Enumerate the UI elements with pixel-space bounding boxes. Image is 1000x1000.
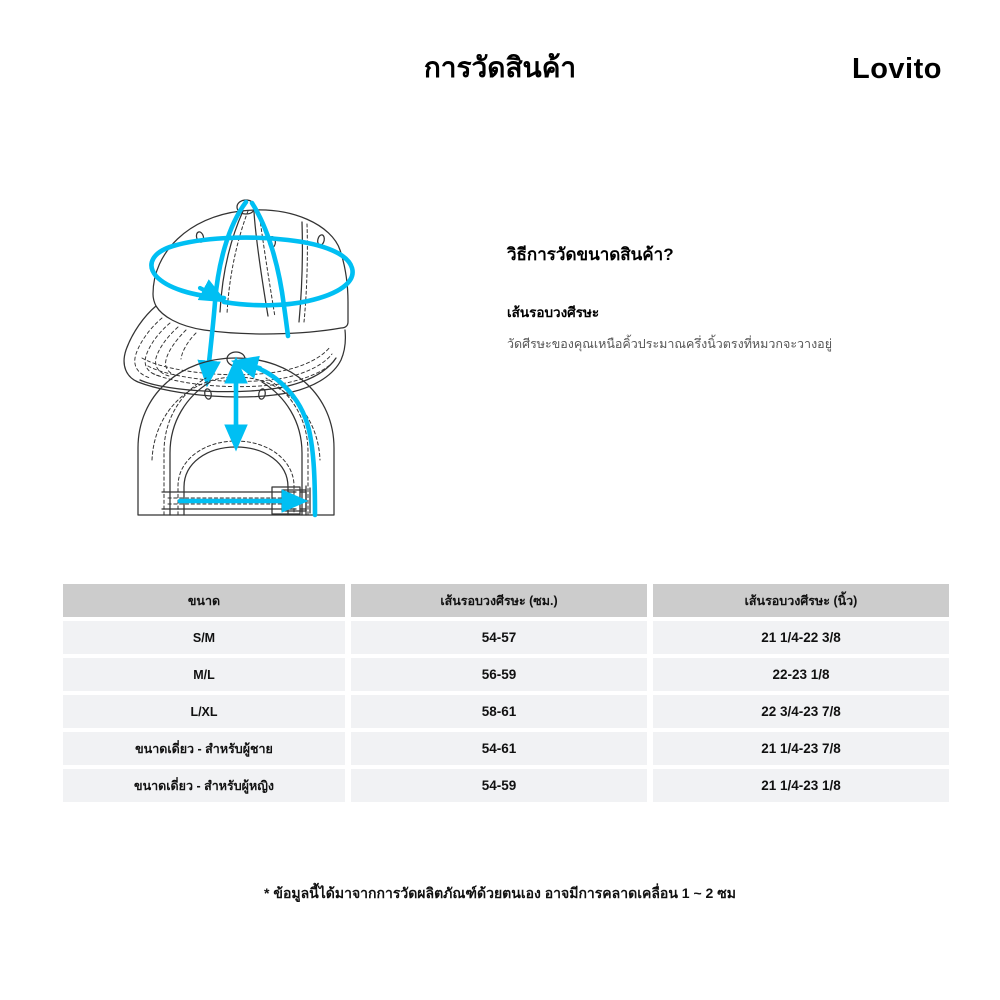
measurement-disclaimer: * ข้อมูลนี้ได้มาจากการวัดผลิตภัณฑ์ด้วยตนเอง อาจมีการคลาดเคลื่อน 1 ~ 2 ซม bbox=[264, 885, 736, 901]
instructions-subtitle: เส้นรอบวงศีรษะ bbox=[507, 305, 600, 321]
cap-diagram-svg bbox=[96, 130, 416, 540]
table-row bbox=[63, 732, 949, 765]
measurement-illustrations bbox=[96, 130, 416, 540]
table-row bbox=[63, 695, 949, 728]
column-header-size: ขนาด bbox=[63, 584, 345, 617]
table-header-row bbox=[63, 584, 949, 617]
cell-inch: 22 3/4-23 7/8 bbox=[653, 695, 949, 728]
table-row bbox=[63, 621, 949, 654]
cell-inch: 21 1/4-23 1/8 bbox=[653, 769, 949, 802]
instructions-body: วัดศีรษะของคุณเหนือคิ้วประมาณครึ่งนิ้วตรงที่หมวกจะวางอยู่ bbox=[507, 336, 833, 351]
page-header bbox=[0, 0, 1000, 120]
cell-size: M/L bbox=[63, 658, 345, 691]
brand-logo: Lovito bbox=[852, 53, 942, 85]
cell-size: L/XL bbox=[63, 695, 345, 728]
size-chart-table bbox=[57, 580, 955, 806]
measurement-instructions bbox=[507, 245, 927, 353]
cell-cm: 54-61 bbox=[351, 732, 647, 765]
table-row bbox=[63, 769, 949, 802]
instructions-title: วิธีการวัดขนาดสินค้า? bbox=[507, 245, 674, 264]
page-title: การวัดสินค้า bbox=[423, 52, 577, 83]
cell-size: ขนาดเดี่ยว - สำหรับผู้ชาย bbox=[63, 732, 345, 765]
cell-inch: 22-23 1/8 bbox=[653, 658, 949, 691]
column-header-cm: เส้นรอบวงศีรษะ (ซม.) bbox=[351, 584, 647, 617]
cell-inch: 21 1/4-23 7/8 bbox=[653, 732, 949, 765]
cell-inch: 21 1/4-22 3/8 bbox=[653, 621, 949, 654]
cell-cm: 54-57 bbox=[351, 621, 647, 654]
cell-cm: 54-59 bbox=[351, 769, 647, 802]
cell-cm: 56-59 bbox=[351, 658, 647, 691]
table-row bbox=[63, 658, 949, 691]
cell-size: ขนาดเดี่ยว - สำหรับผู้หญิง bbox=[63, 769, 345, 802]
cell-size: S/M bbox=[63, 621, 345, 654]
column-header-inch: เส้นรอบวงศีรษะ (นิ้ว) bbox=[653, 584, 949, 617]
cell-cm: 58-61 bbox=[351, 695, 647, 728]
